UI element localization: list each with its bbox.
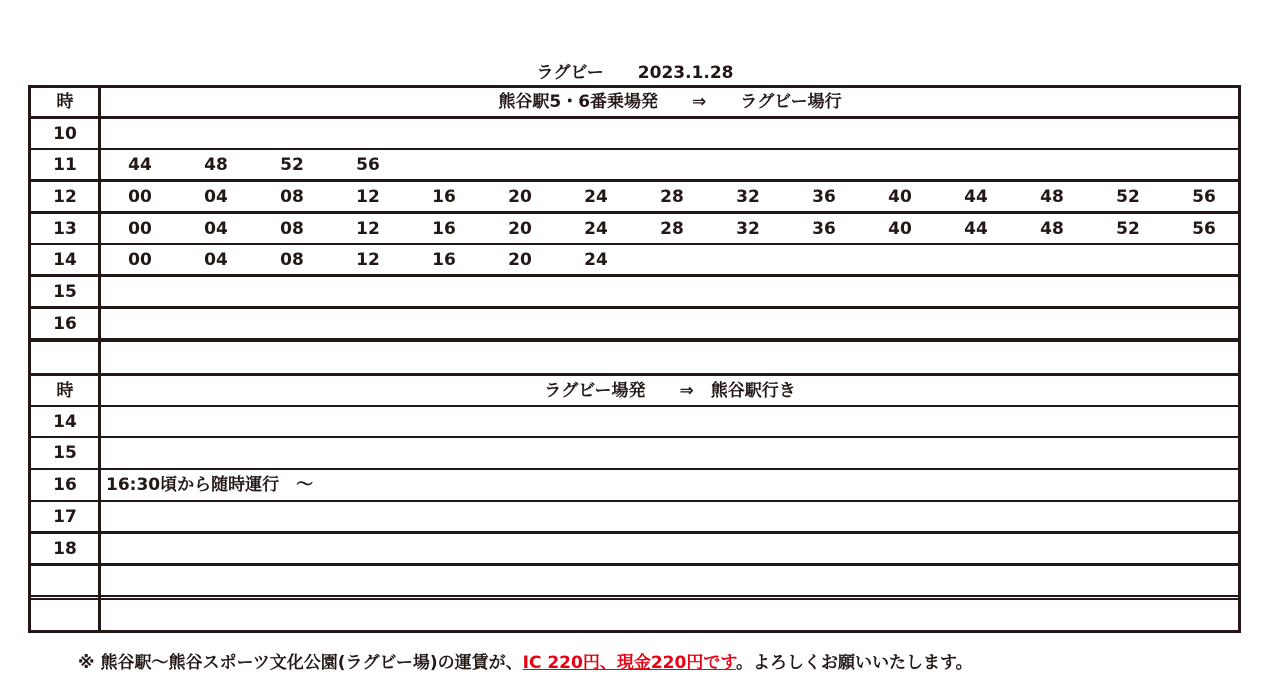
departure-minute: 16	[432, 250, 456, 270]
departure-minute: 12	[356, 250, 380, 270]
timetable-row	[31, 502, 1238, 533]
departure-minute: 44	[964, 219, 988, 239]
timetable-row	[31, 534, 1238, 565]
fare-note-text: ※ 熊谷駅～熊谷スポーツ文化公園(ラグビー場)の運賃が、	[78, 653, 523, 673]
timetable-row	[31, 182, 1238, 213]
departure-minute: 32	[736, 219, 760, 239]
departure-minute: 04	[204, 250, 228, 270]
departure-minute: 20	[508, 187, 532, 207]
departure-minute: 24	[584, 250, 608, 270]
hour-cell: 12	[53, 187, 77, 207]
inbound-route-label: ラグビー場発 ⇒ 熊谷駅行き	[544, 381, 796, 401]
departure-minute: 04	[204, 219, 228, 239]
outbound-header-row	[31, 87, 1238, 118]
departure-minute: 08	[280, 219, 304, 239]
departure-minute: 32	[736, 187, 760, 207]
timetable-row	[31, 470, 1238, 501]
hour-cell: 17	[53, 507, 77, 527]
empty-row	[31, 600, 1238, 631]
minutes-cell	[102, 214, 1238, 245]
departure-minute: 52	[1116, 219, 1140, 239]
hour-cell: 18	[53, 539, 77, 559]
departure-minute: 44	[964, 187, 988, 207]
departure-minute: 48	[1040, 187, 1064, 207]
inbound-header-row	[31, 376, 1238, 407]
departure-minute: 40	[888, 187, 912, 207]
departure-minute: 12	[356, 187, 380, 207]
departure-minute: 56	[1192, 219, 1216, 239]
empty-row	[31, 566, 1238, 597]
minutes-cell	[102, 502, 1238, 533]
timetable-row	[31, 245, 1238, 276]
departure-minute: 20	[508, 250, 532, 270]
departure-minute: 48	[1040, 219, 1064, 239]
fare-note-end: 。よろしくお願いいたします。	[735, 653, 973, 673]
fare-note	[78, 651, 973, 675]
minutes-cell	[102, 245, 1238, 276]
minutes-cell	[102, 534, 1238, 565]
timetable-row	[31, 309, 1238, 340]
departure-minute: 04	[204, 187, 228, 207]
page-title: ラグビー 2023.1.28	[536, 63, 734, 83]
hour-cell: 10	[53, 124, 77, 144]
departure-minute: 08	[280, 187, 304, 207]
minutes-cell	[102, 182, 1238, 213]
timetable-row	[31, 407, 1238, 438]
departure-minute: 00	[128, 187, 152, 207]
fare-amount: IC 220円、現金220円です	[522, 653, 736, 673]
departure-minute: 08	[280, 250, 304, 270]
departure-minute: 28	[660, 187, 684, 207]
departure-minute: 00	[128, 250, 152, 270]
departure-minute: 56	[1192, 187, 1216, 207]
service-note: 16:30頃から随時運行 ～	[106, 475, 314, 495]
departure-minute: 12	[356, 219, 380, 239]
outbound-header-cell	[102, 87, 1238, 118]
departure-minute: 00	[128, 219, 152, 239]
departure-minute: 56	[356, 155, 380, 175]
departure-minute: 16	[432, 219, 456, 239]
separator-row	[31, 342, 1238, 373]
hour-cell: 14	[53, 250, 77, 270]
inbound-header-cell	[102, 376, 1238, 407]
departure-minute: 48	[204, 155, 228, 175]
departure-minute: 16	[432, 187, 456, 207]
departure-minute: 28	[660, 219, 684, 239]
minutes-cell	[102, 438, 1238, 469]
hour-cell: 15	[53, 282, 77, 302]
minutes-cell	[102, 277, 1238, 308]
minutes-cell	[102, 309, 1238, 340]
outbound-route-label: 熊谷駅5・6番乗場発 ⇒ ラグビー場行	[498, 92, 842, 112]
minutes-cell	[102, 150, 1238, 181]
timetable-row	[31, 119, 1238, 150]
hour-cell: 11	[53, 155, 77, 175]
hour-cell: 時	[56, 381, 74, 401]
minutes-cell	[102, 407, 1238, 438]
departure-minute: 24	[584, 219, 608, 239]
departure-minute: 36	[812, 187, 836, 207]
hour-cell: 13	[53, 219, 77, 239]
departure-minute: 36	[812, 219, 836, 239]
minutes-cell	[102, 470, 1238, 501]
departure-minute: 20	[508, 219, 532, 239]
timetable-row	[31, 214, 1238, 245]
hour-cell: 時	[56, 92, 74, 112]
timetable-row	[31, 438, 1238, 469]
hour-cell: 16	[53, 475, 77, 495]
timetable-row	[31, 150, 1238, 181]
departure-minute: 24	[584, 187, 608, 207]
hour-cell: 16	[53, 314, 77, 334]
departure-minute: 40	[888, 219, 912, 239]
timetable-row	[31, 277, 1238, 308]
hour-cell: 14	[53, 412, 77, 432]
departure-minute: 44	[128, 155, 152, 175]
departure-minute: 52	[280, 155, 304, 175]
hour-cell: 15	[53, 443, 77, 463]
departure-minute: 52	[1116, 187, 1140, 207]
minutes-cell	[102, 119, 1238, 150]
